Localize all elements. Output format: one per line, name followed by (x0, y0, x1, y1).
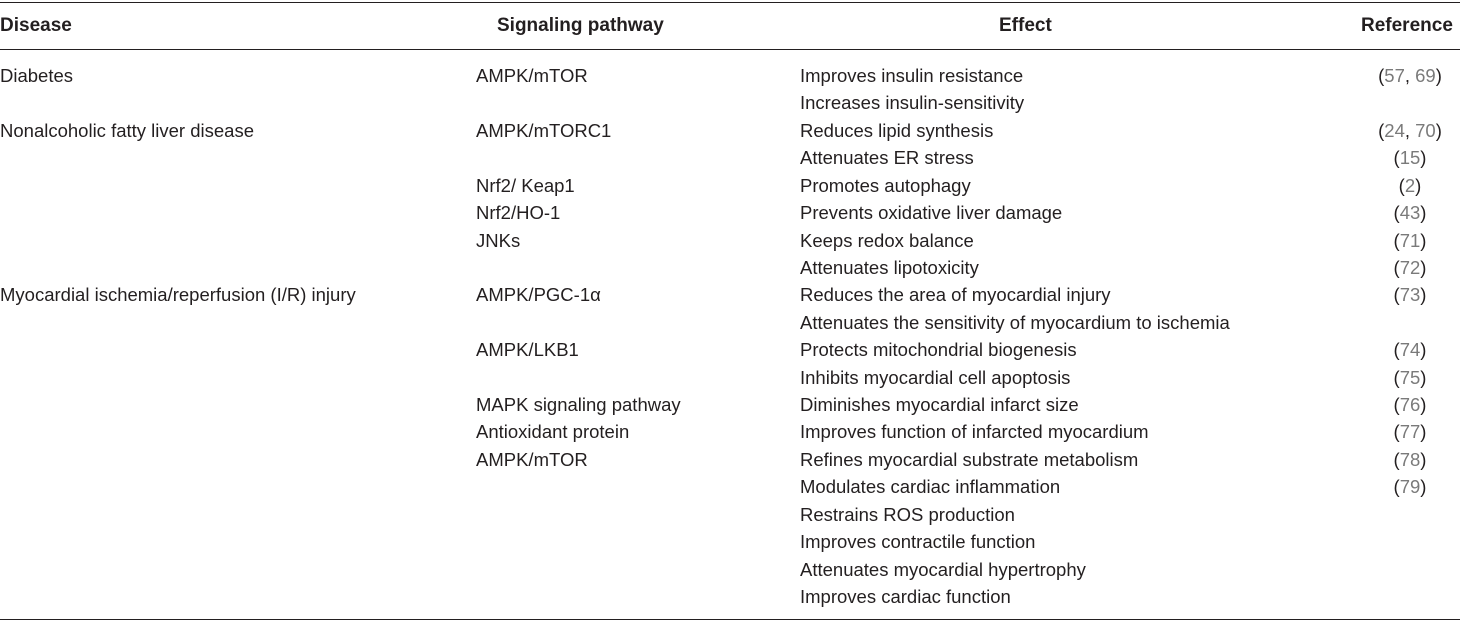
reference-link[interactable]: 69 (1415, 65, 1436, 86)
effect-cell: Reduces the area of myocardial injury (800, 284, 1111, 305)
reference-cell (1360, 420, 1460, 444)
effect-cell: Attenuates lipotoxicity (800, 257, 979, 278)
reference-cell (1360, 64, 1460, 88)
effect-cell: Promotes autophagy (800, 175, 971, 196)
reference-cell (1360, 201, 1460, 225)
reference-paren: ( (1393, 339, 1400, 360)
effect-cell: Attenuates the sensitivity of myocardium to ischemia (800, 312, 1230, 333)
reference-link[interactable]: 76 (1399, 394, 1421, 415)
reference-cell (1360, 256, 1460, 280)
reference-paren: ) (1420, 147, 1427, 168)
reference-paren: ( (1393, 421, 1400, 442)
pathway-cell: MAPK signaling pathway (476, 394, 681, 415)
disease-cell: Diabetes (0, 65, 74, 86)
effect-cell: Improves contractile function (800, 531, 1036, 552)
pathway-cell: Nrf2/ Keap1 (476, 175, 575, 196)
reference-paren: ) (1420, 394, 1427, 415)
reference-cell (1360, 146, 1460, 170)
header-effect: Effect (999, 15, 1052, 36)
reference-cell (1360, 283, 1460, 307)
pathway-cell: AMPK/PGC-1α (476, 284, 601, 305)
reference-paren: ) (1420, 367, 1427, 388)
reference-paren: ) (1435, 120, 1442, 141)
header-disease: Disease (0, 15, 72, 36)
reference-cell (1360, 338, 1460, 362)
reference-paren: ( (1393, 284, 1400, 305)
reference-cell (1360, 366, 1460, 390)
reference-paren: ) (1435, 65, 1442, 86)
reference-link[interactable]: 79 (1399, 476, 1421, 497)
reference-cell (1360, 475, 1460, 499)
reference-paren: ) (1420, 339, 1427, 360)
reference-paren: ( (1393, 257, 1400, 278)
reference-link[interactable]: 24 (1384, 120, 1405, 141)
reference-paren: ( (1393, 476, 1400, 497)
header-rule (0, 49, 1460, 50)
pathway-cell: Antioxidant protein (476, 421, 630, 442)
pathway-cell: AMPK/LKB1 (476, 339, 579, 360)
reference-paren: ) (1420, 284, 1427, 305)
reference-link[interactable]: 57 (1384, 65, 1405, 86)
reference-paren: ) (1415, 175, 1422, 196)
reference-paren: ( (1398, 175, 1405, 196)
pathway-cell: AMPK/mTOR (476, 65, 588, 86)
reference-paren: ) (1420, 202, 1427, 223)
reference-paren: ) (1420, 421, 1427, 442)
effect-cell: Restrains ROS production (800, 504, 1015, 525)
reference-paren: ) (1420, 257, 1427, 278)
pathway-cell: AMPK/mTOR (476, 449, 588, 470)
reference-link[interactable]: 73 (1399, 284, 1421, 305)
effect-cell: Reduces lipid synthesis (800, 120, 994, 141)
effect-cell: Attenuates ER stress (800, 147, 974, 168)
reference-link[interactable]: 2 (1404, 175, 1416, 196)
effect-cell: Protects mitochondrial biogenesis (800, 339, 1077, 360)
effect-cell: Modulates cardiac inflammation (800, 476, 1061, 497)
header-signaling-pathway: Signaling pathway (497, 15, 664, 36)
reference-paren: ) (1420, 476, 1427, 497)
pathway-cell: JNKs (476, 230, 521, 251)
reference-link[interactable]: 74 (1399, 339, 1421, 360)
reference-cell (1360, 393, 1460, 417)
effect-cell: Increases insulin-sensitivity (800, 92, 1025, 113)
effect-cell: Attenuates myocardial hypertrophy (800, 559, 1086, 580)
effect-cell: Inhibits myocardial cell apoptosis (800, 367, 1071, 388)
reference-cell (1360, 229, 1460, 253)
reference-paren: ) (1420, 449, 1427, 470)
effect-cell: Improves function of infarcted myocardium (800, 421, 1149, 442)
reference-paren: ( (1393, 230, 1400, 251)
reference-cell (1360, 174, 1460, 198)
effect-cell: Diminishes myocardial infarct size (800, 394, 1079, 415)
disease-cell: Nonalcoholic fatty liver disease (0, 120, 254, 141)
reference-link[interactable]: 71 (1399, 230, 1421, 251)
reference-cell (1360, 448, 1460, 472)
reference-separator: , (1404, 65, 1416, 86)
reference-paren: ( (1393, 367, 1400, 388)
pathway-cell: Nrf2/HO-1 (476, 202, 561, 223)
reference-paren: ( (1378, 65, 1385, 86)
reference-paren: ) (1420, 230, 1427, 251)
reference-cell (1360, 119, 1460, 143)
reference-link[interactable]: 70 (1415, 120, 1436, 141)
reference-link[interactable]: 72 (1399, 257, 1421, 278)
reference-link[interactable]: 15 (1399, 147, 1421, 168)
reference-link[interactable]: 75 (1399, 367, 1421, 388)
effect-cell: Keeps redox balance (800, 230, 974, 251)
disease-cell: Myocardial ischemia/reperfusion (I/R) injury (0, 284, 356, 305)
reference-paren: ( (1393, 202, 1400, 223)
reference-link[interactable]: 43 (1399, 202, 1421, 223)
header-reference: Reference (1361, 15, 1453, 36)
reference-paren: ( (1393, 394, 1400, 415)
reference-paren: ( (1378, 120, 1385, 141)
reference-paren: ( (1393, 449, 1400, 470)
reference-link[interactable]: 77 (1399, 421, 1421, 442)
reference-separator: , (1404, 120, 1416, 141)
pathway-cell: AMPK/mTORC1 (476, 120, 612, 141)
effect-cell: Improves insulin resistance (800, 65, 1024, 86)
reference-link[interactable]: 78 (1399, 449, 1421, 470)
top-rule (0, 2, 1460, 3)
effect-cell: Refines myocardial substrate metabolism (800, 449, 1139, 470)
effect-cell: Prevents oxidative liver damage (800, 202, 1063, 223)
reference-paren: ( (1393, 147, 1400, 168)
effect-cell: Improves cardiac function (800, 586, 1011, 607)
bottom-rule (0, 619, 1460, 620)
